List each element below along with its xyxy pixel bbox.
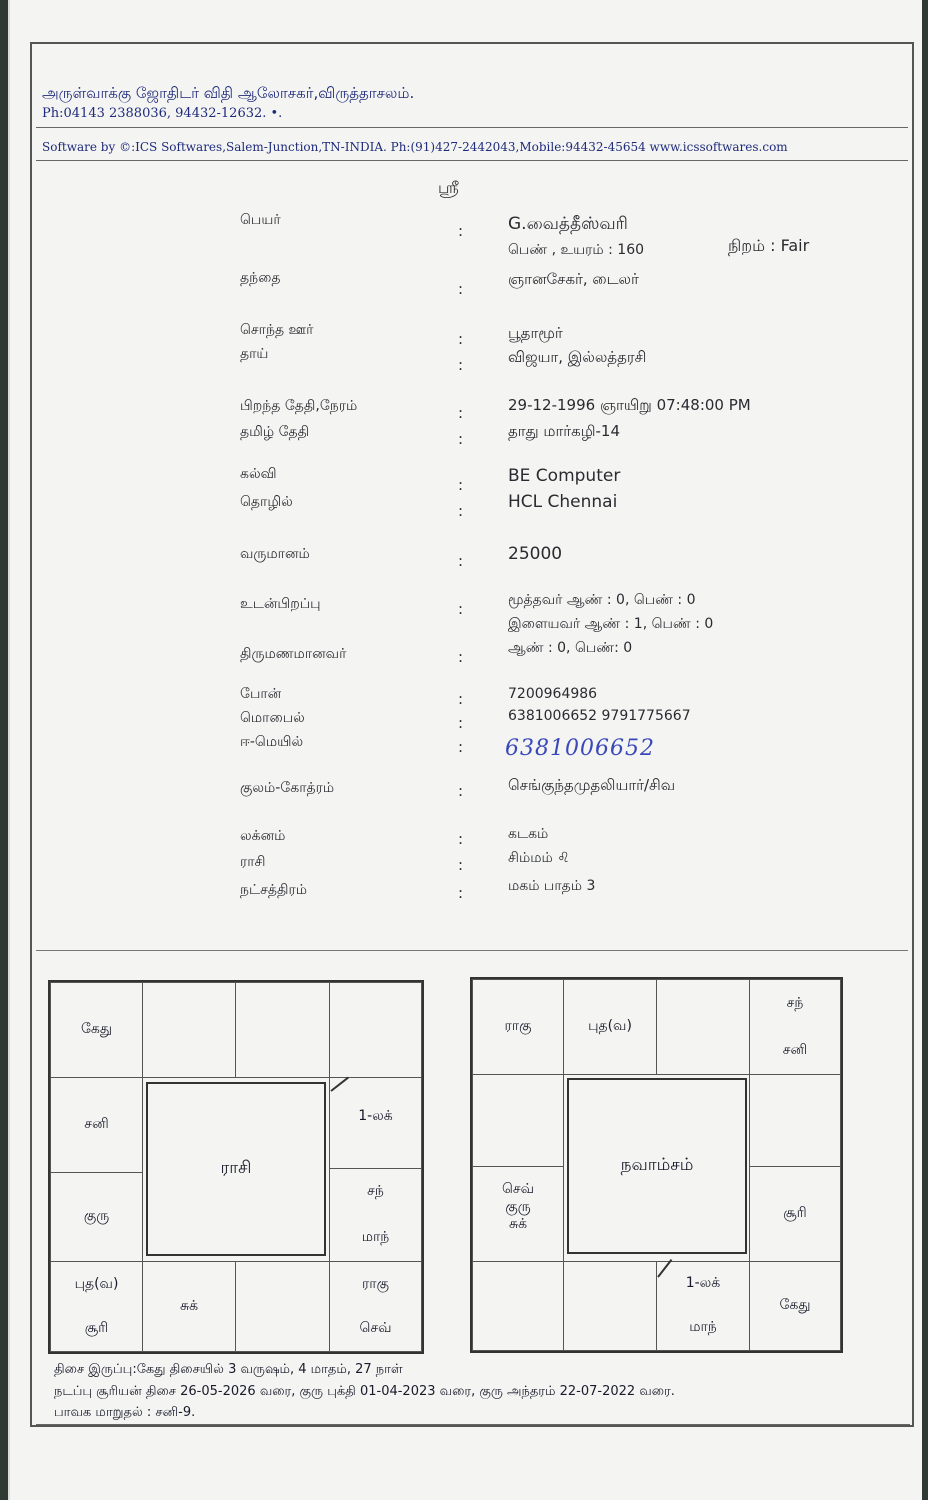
income-value: 25000 [508, 544, 563, 564]
astrologer-title: அருள்வாக்கு ஜோதிடர் விதி ஆலோசகர்,விருத்தாசலம். [42, 84, 415, 102]
colon: : [458, 600, 464, 618]
tamil-date-label: தமிழ் தேதி [240, 424, 310, 440]
planet-sukra: சுக் [179, 1297, 199, 1314]
lagna-label: லக்னம் [240, 828, 286, 844]
colon: : [458, 330, 464, 348]
lagna-marker: 1-லக் [685, 1275, 721, 1292]
father-value: ஞானசேகர், டைலர் [508, 270, 639, 288]
header-divider-2 [36, 160, 908, 161]
planet-sevvai: செவ் [359, 1320, 392, 1336]
software-credit: Software by ©:ICS Softwares,Salem-Junction,TN-INDIA. Ph:(91)427-2442043,Mobile:94432-45654 www.icssoftwares.com [42, 140, 788, 154]
navamsa-house-11 [472, 1166, 564, 1262]
colon: : [458, 404, 464, 422]
rasi-house-3 [235, 982, 330, 1078]
planet-rahu: ராகு [362, 1275, 389, 1292]
colon: : [458, 738, 464, 756]
planet-guru: குரு [505, 1198, 531, 1215]
colon: : [458, 690, 464, 708]
name-label: பெயர் [240, 212, 281, 228]
siblings-label: உடன்பிறப்பு [240, 596, 321, 612]
rasi-house-10 [50, 1261, 143, 1352]
navamsa-house-5 [749, 1074, 841, 1167]
colon: : [458, 782, 464, 800]
education-label: கல்வி [240, 466, 277, 482]
star-label: நட்சத்திரம் [240, 882, 307, 898]
phone-label: போன் [240, 686, 282, 702]
colon: : [458, 648, 464, 666]
mobile-label: மொபைல் [240, 710, 305, 726]
navamsa-house-4 [749, 979, 841, 1075]
colon: : [458, 430, 464, 448]
dob-label: பிறந்த தேதி,நேரம் [240, 398, 358, 414]
rasi-house-7 [329, 1261, 422, 1352]
bhava-change: பாவக மாறுதல் : சனி-9. [54, 1405, 196, 1420]
colon: : [458, 476, 464, 494]
younger-siblings: இளையவர் ஆண் : 1, பெண் : 0 [508, 616, 714, 632]
astrologer-phone: Ph:04143 2388036, 94432-12632. •. [42, 106, 283, 121]
planet-surya: சூரி [84, 1320, 109, 1336]
job-label: தொழில் [240, 494, 293, 510]
rasi-center-label [146, 1082, 326, 1256]
planet-surya: சூரி [783, 1205, 807, 1222]
lagna-value: கடகம் [508, 826, 549, 842]
planet-budha: புத(வ) [588, 1018, 632, 1035]
rasi-house-6 [329, 1168, 422, 1262]
job-value: HCL Chennai [508, 492, 618, 512]
navamsa-house-6 [749, 1166, 841, 1262]
navamsa-house-1 [472, 979, 564, 1075]
colon: : [458, 714, 464, 732]
mother-value: விஜயா, இல்லத்தரசி [508, 348, 647, 366]
native-value: பூதாமூர் [508, 324, 563, 342]
rasi-title: ராசி [220, 1158, 252, 1178]
planet-ketu: கேது [779, 1297, 811, 1314]
handwritten-number: 6381006652 [505, 736, 655, 761]
mother-label: தாய் [240, 346, 269, 362]
gender-height: பெண் , உயரம் : 160 [508, 242, 645, 258]
planet-ketu: கேது [80, 1021, 113, 1038]
planet-sani: சனி [782, 1041, 808, 1058]
planet-sevvai: செவ் [501, 1181, 535, 1197]
rasi-house-11 [50, 1172, 143, 1262]
rasi-house-9 [142, 1261, 236, 1352]
planet-sukra: சுக் [508, 1216, 528, 1232]
planet-maandi: மாந் [689, 1319, 717, 1336]
footer-divider [36, 1424, 910, 1425]
phone-value: 7200964986 [508, 686, 598, 702]
dasa-balance: திசை இருப்பு:கேது திசையில் 3 வருஷம், 4 மாதம், 27 நாள் [54, 1362, 403, 1377]
tamil-date-value: தாது மார்கழி-14 [508, 422, 620, 440]
navamsa-house-12 [472, 1074, 564, 1167]
current-dasa: நடப்பு சூரியன் திசை 26-05-2026 வரை, குரு புக்தி 01-04-2023 வரை, குரு அந்தரம் 22-07-2022 வரை. [54, 1384, 675, 1399]
rasi-house-12 [50, 1077, 143, 1173]
navamsa-house-10 [472, 1261, 564, 1351]
colon: : [458, 280, 464, 298]
complexion: நிறம் : Fair [728, 236, 810, 255]
navamsa-house-9 [563, 1261, 657, 1351]
rasi-house-5 [329, 1077, 422, 1169]
caste-value: செங்குந்தமுதலியார்/சிவ [508, 776, 676, 794]
rasi-house-2 [142, 982, 236, 1078]
education-value: BE Computer [508, 466, 621, 486]
rasi-value: சிம்மம் ♌ [508, 850, 570, 866]
planet-guru: குரு [83, 1208, 110, 1225]
colon: : [458, 856, 464, 874]
income-label: வருமானம் [240, 546, 310, 562]
planet-moon: சந் [367, 1183, 384, 1200]
navamsa-house-7 [749, 1261, 841, 1351]
planet-sani: சனி [84, 1116, 109, 1133]
navamsa-title: நவாம்சம் [620, 1155, 694, 1175]
elder-siblings: மூத்தவர் ஆண் : 0, பெண் : 0 [508, 592, 696, 608]
email-label: ஈ-மெயில் [240, 734, 304, 750]
married-label: திருமணமானவர் [240, 646, 347, 662]
native-label: சொந்த ஊர் [240, 322, 314, 338]
header-divider [36, 127, 908, 128]
colon: : [458, 884, 464, 902]
navamsa-house-3 [656, 979, 750, 1075]
lagna-marker: 1-லக் [358, 1108, 393, 1124]
planet-maandi: மாந் [361, 1229, 390, 1246]
section-divider [36, 950, 908, 951]
dob-value: 29-12-1996 ஞாயிறு 07:48:00 PM [508, 396, 751, 414]
navamsa-house-8 [656, 1261, 750, 1351]
rasi-label: ராசி [240, 854, 266, 870]
mobile-value: 6381006652 9791775667 [508, 708, 691, 724]
navamsa-house-2 [563, 979, 657, 1075]
colon: : [458, 222, 464, 240]
rasi-house-8 [235, 1261, 330, 1352]
planet-budha: புத(வ) [74, 1275, 119, 1292]
sri-symbol: ஸ்ரீ [438, 178, 459, 197]
caste-label: குலம்-கோத்ரம் [240, 780, 335, 796]
colon: : [458, 830, 464, 848]
rasi-house-1 [50, 982, 143, 1078]
planet-rahu: ராகு [504, 1018, 532, 1035]
married-value: ஆண் : 0, பெண்: 0 [508, 640, 633, 656]
name-value: G.வைத்தீஸ்வரி [508, 214, 628, 234]
colon: : [458, 356, 464, 374]
planet-moon: சந் [786, 994, 804, 1011]
rasi-house-4 [329, 982, 422, 1078]
father-label: தந்தை [240, 270, 281, 286]
navamsa-center-label [567, 1078, 747, 1254]
colon: : [458, 552, 464, 570]
colon: : [458, 502, 464, 520]
star-value: மகம் பாதம் 3 [508, 878, 596, 894]
